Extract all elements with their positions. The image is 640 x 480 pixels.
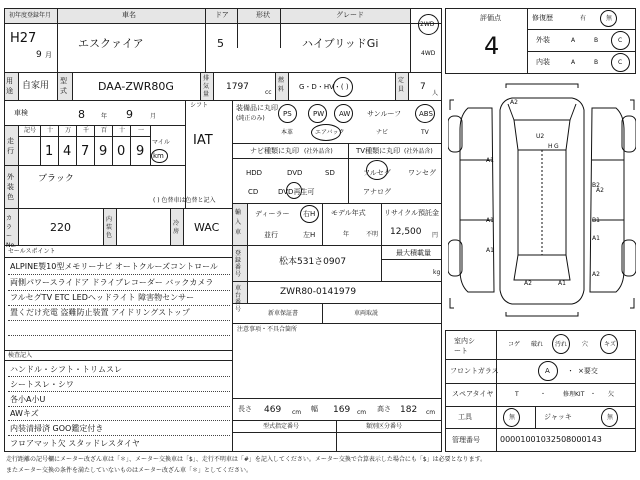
mark-a1-left-mid: A1 <box>486 217 494 224</box>
repair-no: 無 <box>606 15 613 22</box>
class-label: 類別区分番号 <box>366 423 403 430</box>
sales-line-4: 置くだけ充電 盗難防止装置 アイドリングストップ <box>10 308 190 317</box>
digit-2: 4 <box>63 144 72 159</box>
digit-5: 0 <box>117 144 126 159</box>
digit-header-2: 万 <box>65 127 72 134</box>
shift-label: シフト <box>190 102 209 109</box>
equipment-header-sub: (純正のみ) <box>236 115 265 122</box>
exterior-a: A <box>571 37 576 44</box>
door-label: ドア <box>215 11 229 19</box>
nav-cd: CD <box>248 188 259 196</box>
recycle-value: 12,500 <box>390 227 422 237</box>
inspection-year-unit: 年 <box>101 113 108 120</box>
equip-airbag-circle <box>311 124 341 141</box>
mark-g: G <box>554 143 559 150</box>
grade-label: グレード <box>336 11 364 19</box>
color-no-label: カラーNo. <box>6 215 16 249</box>
capacity-value: 7 <box>420 82 426 92</box>
exterior-c-circle <box>611 31 630 50</box>
warranty-label: 新車保証書 <box>268 310 299 317</box>
equipment-header: 装備品に丸印 <box>236 104 278 112</box>
import-dealer: ディーラー <box>255 210 290 218</box>
interior-a: A <box>571 59 576 66</box>
equip-aw-circle <box>334 104 353 123</box>
mark-a1-right: A1 <box>592 235 600 242</box>
score-value: 4 <box>484 32 500 60</box>
use-value: 自家用 <box>22 81 50 91</box>
tools-label: 工具 <box>458 413 472 421</box>
mark-a2-right: A2 <box>596 187 604 194</box>
drive-2wd: 2WD <box>420 21 435 28</box>
seat-kizu-circle <box>600 334 618 354</box>
mark-a2-rear: A2 <box>524 280 532 287</box>
equip-pw-circle <box>308 104 327 123</box>
shape-label: 形状 <box>256 11 270 19</box>
car-name-value: エスクァイア <box>78 37 144 50</box>
equip-navi: ナビ <box>376 129 389 136</box>
equip-aw: AW <box>339 110 351 118</box>
equip-abs-circle <box>415 104 435 123</box>
nav-sd: SD <box>325 169 335 177</box>
fuel-hv-circle <box>333 77 353 97</box>
exterior-c: C <box>618 37 623 44</box>
width-value: 169 <box>333 405 351 415</box>
interior-c-circle <box>611 53 630 72</box>
jack-value: 無 <box>607 414 614 421</box>
footer-line-1: 走行距離の記号欄にメーター改ざん車は「＊」、メーター交換車は「$」、走行不明車は「#」を記入してください。メーター交換で合算表示した場合にも「$」は必要となります。 <box>6 456 487 463</box>
tools-value: 無 <box>509 414 516 421</box>
sales-line-1: ALPINE製10型メモリーナビ オートクルーズコントロール <box>10 262 218 271</box>
note-line-4: AWキズ <box>10 409 39 418</box>
equip-tv: TV <box>421 129 429 136</box>
nav-dvd-play: DVD再生可 <box>278 188 315 196</box>
spare-dot1: ・ <box>540 391 547 398</box>
jack-circle <box>601 408 618 427</box>
tools-circle <box>503 408 520 427</box>
width-unit: cm <box>357 409 367 416</box>
designation-label: 型式指定番号 <box>263 423 300 430</box>
fuel-label: 燃料 <box>278 77 285 93</box>
color-value: ブラック <box>38 174 74 184</box>
equip-abs: ABS <box>419 110 433 118</box>
note-line-2: シートスレ・シワ <box>10 380 74 389</box>
capacity-unit: 人 <box>432 90 439 97</box>
drive-4wd: 4WD <box>421 50 436 57</box>
inspector-notes-label: 検査記入 <box>8 352 33 359</box>
tv-analog: アナログ <box>363 188 391 196</box>
inspection-label: 車検 <box>14 109 28 117</box>
import-left-h: 左H <box>303 231 316 239</box>
tv-fullseg: フルセグ <box>363 169 391 177</box>
note-line-1: ハンドル・シフト・トリムスレ <box>10 365 122 374</box>
mark-b1-right: B1 <box>592 217 600 224</box>
import-right-h: 右H <box>303 210 316 218</box>
registration-value: 松本531さ0907 <box>279 257 347 267</box>
color-label: 外装色 <box>7 173 14 201</box>
seat-label: 室内シート <box>454 337 475 355</box>
seat-ana: 穴 <box>582 341 589 348</box>
grade-value: ハイブリッドGi <box>302 37 379 50</box>
interior-color-label: 内装色 <box>106 216 113 239</box>
mileage-label: 走行 <box>7 137 14 155</box>
repair-label: 修復歴 <box>532 14 553 22</box>
fuel-options: G・D・HV・( ) <box>299 83 349 91</box>
note-line-5: 内装清掃済 GOO鑑定付き <box>10 424 104 433</box>
management-value: 00001001032508000143 <box>500 435 602 444</box>
tv-oneseg: ワンセグ <box>408 169 436 177</box>
month-value: 9 <box>36 50 42 60</box>
displacement-unit: cc <box>265 89 272 96</box>
seat-kizu: キズ <box>604 341 616 348</box>
model-year-unknown: 不明 <box>366 231 379 238</box>
digit-1: 1 <box>45 144 54 159</box>
seat-koge: コゲ <box>508 341 521 348</box>
mark-a2-top: A2 <box>510 99 518 106</box>
front-glass-dot: ・ <box>567 367 574 375</box>
tv-header: TV種類に丸印 <box>356 147 401 155</box>
management-label: 管理番号 <box>452 436 480 444</box>
seat-yogore: 汚れ <box>555 341 568 348</box>
sales-line-2: 両側パワースライドア ドライブレコーダー バックカメラ <box>10 278 214 287</box>
width-label: 幅 <box>311 405 318 413</box>
capacity-label: 定員 <box>398 77 405 93</box>
digit-4: 9 <box>99 144 108 159</box>
interior-c: C <box>618 59 623 66</box>
mileage-unit-mile: マイル <box>152 139 170 146</box>
interior-b: B <box>594 59 599 66</box>
nav-header: ナビ種類に丸印 <box>250 147 299 155</box>
displacement-value: 1797 <box>226 82 249 92</box>
exterior-b: B <box>594 37 599 44</box>
mileage-unit-km: km <box>153 152 164 160</box>
spare-dot2: ・ <box>590 391 597 398</box>
digit-header-3: 千 <box>83 127 90 134</box>
month-unit: 月 <box>45 51 52 59</box>
aircon-label: 冷房 <box>173 220 180 235</box>
nav-dvd-play-circle <box>286 182 302 199</box>
tv-fullseg-circle <box>366 160 388 180</box>
caution-label: 注意事項・不具合箇所 <box>237 326 298 333</box>
inspection-month-unit: 月 <box>150 113 157 120</box>
inspection-month: 9 <box>126 108 133 121</box>
equip-ps: PS <box>283 110 292 118</box>
max-load-unit: kg <box>433 269 441 276</box>
repair-no-circle <box>600 10 617 27</box>
digit-3: 7 <box>81 144 90 159</box>
mark-b2-right: B2 <box>592 182 600 189</box>
mark-a2-rear-right: A2 <box>592 271 600 278</box>
height-label: 高さ <box>377 405 391 413</box>
inspection-year: 8 <box>78 108 85 121</box>
model-label: 型式 <box>60 77 67 95</box>
nav-hdd: HDD <box>246 169 263 177</box>
digit-header-6: 一 <box>138 127 145 134</box>
displacement-label: 排気量 <box>203 75 210 98</box>
seat-yogore-circle <box>552 334 570 354</box>
sales-points-label: セールスポイント <box>8 248 56 255</box>
mark-h: H <box>548 143 553 150</box>
note-line-3: 各小A小U <box>10 395 46 404</box>
use-label: 用途 <box>6 77 13 95</box>
front-glass-label: フロントガラス <box>450 367 499 375</box>
equip-airbag: エアバック <box>315 129 345 136</box>
import-parallel: 並行 <box>264 231 278 239</box>
equip-pw: PW <box>313 110 325 118</box>
nav-dvd: DVD <box>287 169 303 177</box>
model-value: DAA-ZWR80G <box>98 80 174 93</box>
equip-ps-circle <box>278 104 297 123</box>
tv-header-sub: (社外品含) <box>404 148 433 155</box>
spare-kit: 修理KIT <box>563 391 585 398</box>
recycle-unit: 円 <box>432 232 439 239</box>
length-unit: cm <box>292 409 302 416</box>
mark-a1-left-rear: A1 <box>486 247 494 254</box>
shift-value: IAT <box>193 133 213 148</box>
score-label: 評価点 <box>480 14 501 22</box>
max-load-label: 最大積載量 <box>396 249 431 257</box>
nav-header-sub: (社外品含) <box>304 148 333 155</box>
vin-label: 車台 号 <box>235 285 242 313</box>
sales-line-3: フルセグTV ETC LEDヘッドライト 障害物センサー <box>10 293 195 302</box>
front-glass-a-circle <box>538 361 558 381</box>
interior-label: 内装 <box>536 58 550 66</box>
exterior-label: 外装 <box>536 36 550 44</box>
car-name-label: 車名 <box>122 11 136 19</box>
vin-value: ZWR80-0141979 <box>280 287 357 297</box>
height-unit: cm <box>426 409 436 416</box>
jack-label: ジャッキ <box>544 413 572 421</box>
car-damage-diagram <box>448 80 636 320</box>
spare-tire-label: スペアタイヤ <box>452 390 494 398</box>
footer-line-2: またメーター交換の条件を満たしていないものはメーター改ざん車「＊」としてください。 <box>6 467 253 474</box>
equip-leather: 本革 <box>281 129 294 136</box>
spare-missing: 欠 <box>608 391 615 398</box>
digit-header-4: 百 <box>101 127 108 134</box>
year-value: H27 <box>10 31 37 46</box>
import-label: 輸入車 <box>235 209 242 236</box>
color-note: ( ) 色替車は色替と記入 <box>153 197 216 204</box>
manual-label: 車両取説 <box>354 310 379 317</box>
mark-u2-center: U2 <box>536 133 545 140</box>
right-h-circle <box>300 205 319 223</box>
model-year-year: 年 <box>343 231 350 238</box>
digit-header-5: 十 <box>119 127 126 134</box>
front-glass-a: A <box>545 367 550 375</box>
equip-sunroof: サンルーフ <box>367 110 402 118</box>
registration-label: 登録番号 <box>235 250 242 278</box>
length-label: 長さ <box>238 405 252 413</box>
front-glass-replace: ×要交 <box>578 367 598 375</box>
color-no-value: 220 <box>50 221 71 234</box>
note-line-6: フロアマット欠 スタッドレスタイヤ <box>10 439 140 448</box>
digit-6: 9 <box>136 144 145 159</box>
mark-a1-rear: A1 <box>558 280 566 287</box>
recycle-label: リサイクル預託金 <box>384 209 440 217</box>
mileage-note-label: 記号 <box>24 127 37 134</box>
aircon-value: WAC <box>194 221 220 234</box>
repair-yes: 有 <box>580 15 587 22</box>
mark-a1-left-front: A1 <box>486 157 494 164</box>
digit-header-1: 十 <box>47 127 54 134</box>
spare-t: T <box>515 391 519 398</box>
height-value: 182 <box>400 405 418 415</box>
door-value: 5 <box>217 37 224 50</box>
length-value: 469 <box>264 405 282 415</box>
seat-yabure: 破れ <box>531 341 544 348</box>
model-year-label: モデル年式 <box>331 209 366 217</box>
first-reg-label: 初年度登録年月 <box>9 12 52 19</box>
